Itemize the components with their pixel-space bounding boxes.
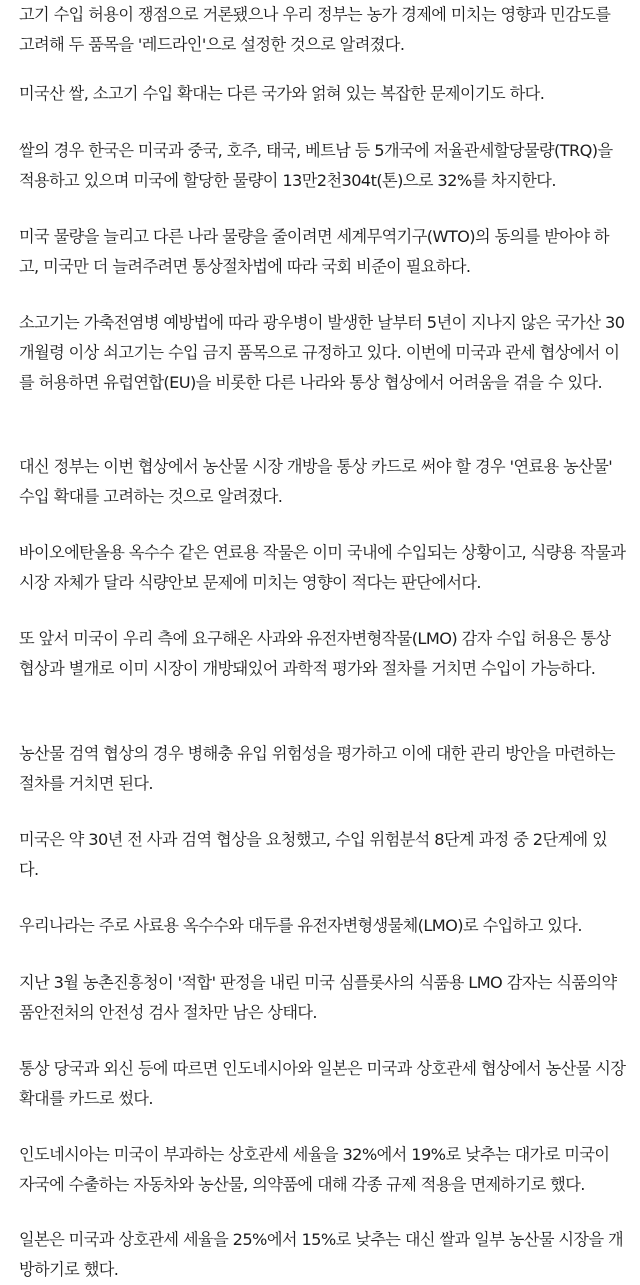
paragraph-15: 일본은 미국과 상호관세 세율을 25%에서 15%로 낮추는 대신 쌀과 일부 농산물 시장을 개방하기로 했다.: [19, 1230, 624, 1279]
paragraph-7: 바이오에탄올용 옥수수 같은 연료용 작물은 이미 국내에 수입되는 상황이고, 식량용 작물과 시장 자체가 달라 식량안보 문제에 미치는 영향이 적다는 판단에서다.: [19, 543, 626, 592]
paragraph-10: 미국은 약 30년 전 사과 검역 협상을 요청했고, 수입 위험분석 8단계 과정 중 2단계에 있다.: [19, 830, 608, 879]
paragraph-6: 대신 정부는 이번 협상에서 농산물 시장 개방을 통상 카드로 써야 할 경우 '연료용 농산물' 수입 확대를 고려하는 것으로 알려졌다.: [19, 457, 613, 506]
paragraph-9: 농산물 검역 협상의 경우 병해충 유입 위험성을 평가하고 이에 대한 관리 방안을 마련하는 절차를 거치면 된다.: [19, 744, 615, 793]
paragraph-14: 인도네시아는 미국이 부과하는 상호관세 세율을 32%에서 19%로 낮추는 대가로 미국이 자국에 수출하는 자동차와 농산물, 의약품에 대해 각종 규제 적용을 면제하기로 했다.: [19, 1145, 610, 1194]
paragraph-1: 고기 수입 허용이 쟁점으로 거론됐으나 우리 정부는 농가 경제에 미치는 영향과 민감도를 고려해 두 품목을 '레드라인'으로 설정한 것으로 알려졌다.: [19, 5, 611, 54]
paragraph-2: 미국산 쌀, 소고기 수입 확대는 다른 국가와 얽혀 있는 복잡한 문제이기도 하다.: [19, 84, 545, 103]
paragraph-5: 소고기는 가축전염병 예방법에 따라 광우병이 발생한 날부터 5년이 지나지 않은 국가산 30개월령 이상 쇠고기는 수입 금지 품목으로 규정하고 있다. 이번에 미국과 관세 협상에서 이를 허용하면 유럽연합(EU)을 비롯한 다른 나라와 통상 협상에서 어려움을 겪을 수 있다.: [19, 313, 625, 392]
paragraph-4: 미국 물량을 늘리고 다른 나라 물량을 줄이려면 세계무역기구(WTO)의 동의를 받아야 하고, 미국만 더 늘려주려면 통상절차법에 따라 국회 비준이 필요하다.: [19, 227, 609, 276]
paragraph-3: 쌀의 경우 한국은 미국과 중국, 호주, 태국, 베트남 등 5개국에 저율관세할당물량(TRQ)을 적용하고 있으며 미국에 할당한 물량이 13만2천304t(톤)으로 32%를 차지한다.: [19, 141, 613, 190]
paragraph-8: 또 앞서 미국이 우리 측에 요구해온 사과와 유전자변형작물(LMO) 감자 수입 허용은 통상 협상과 별개로 이미 시장이 개방돼있어 과학적 평가와 절차를 거치면 수입이 가능하다.: [19, 629, 611, 678]
paragraph-13: 통상 당국과 외신 등에 따르면 인도네시아와 일본은 미국과 상호관세 협상에서 농산물 시장 확대를 카드로 썼다.: [19, 1059, 626, 1108]
paragraph-11: 우리나라는 주로 사료용 옥수수와 대두를 유전자변형생물체(LMO)로 수입하고 있다.: [19, 916, 582, 935]
paragraph-12: 지난 3월 농촌진흥청이 '적합' 판정을 내린 미국 심플롯사의 식품용 LMO 감자는 식품의약품안전처의 안전성 검사 절차만 남은 상태다.: [19, 973, 617, 1022]
